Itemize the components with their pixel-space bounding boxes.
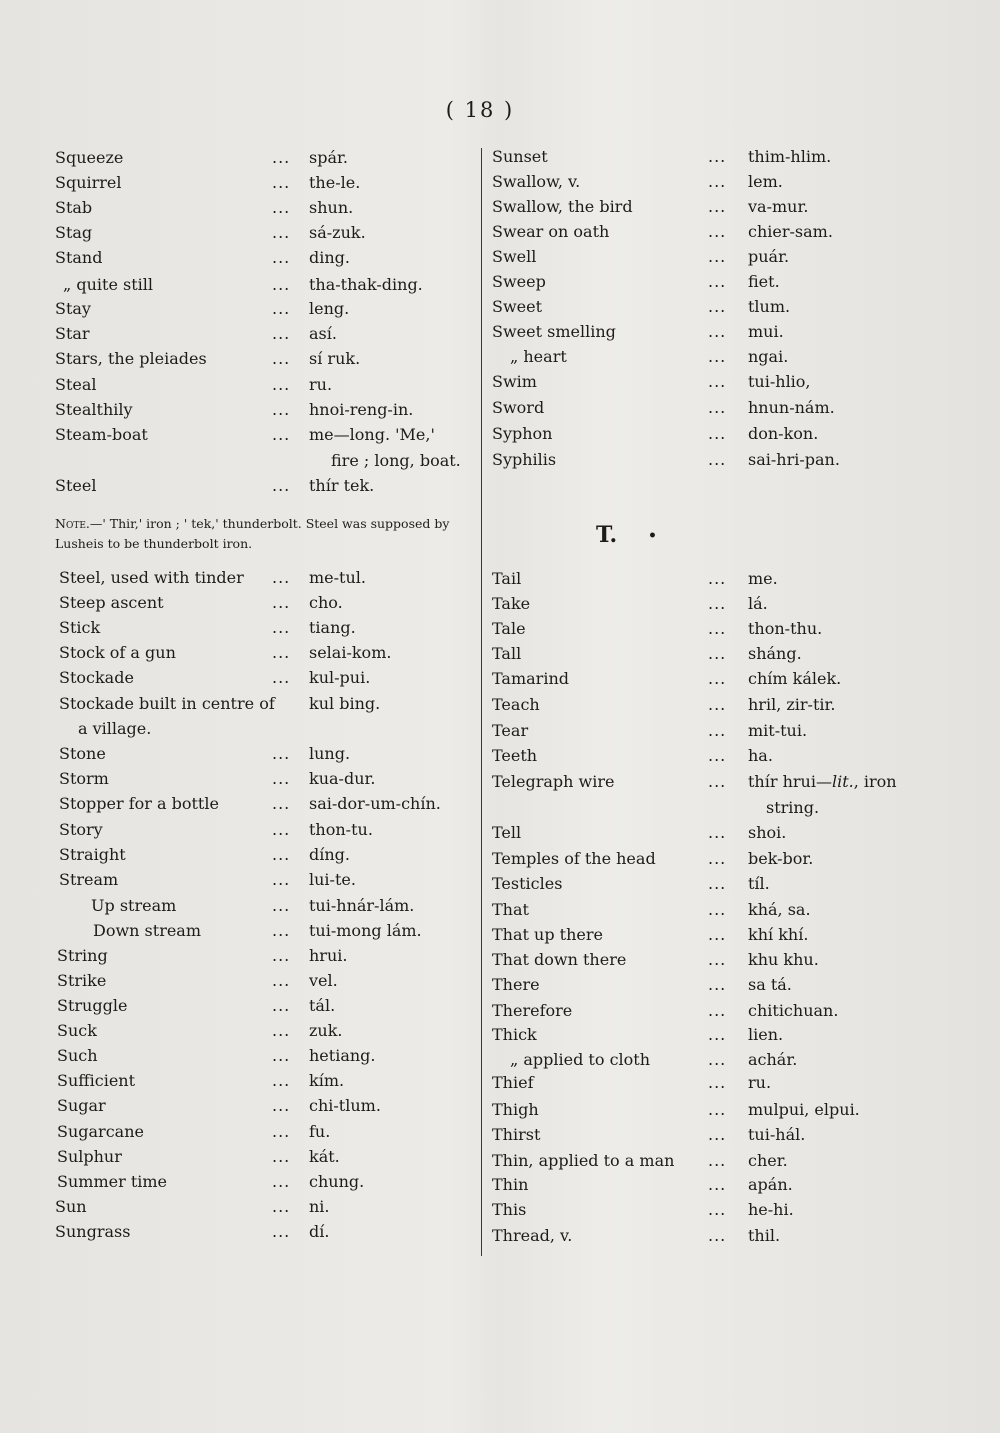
leader-dots: ... [272,769,291,788]
entry-translation: cher. [748,1151,788,1170]
entry-translation: khu khu. [748,950,819,969]
entry-word: Sugarcane [57,1122,144,1141]
entry-translation: don-kon. [748,424,819,443]
entry-word: Swallow, the bird [492,197,633,216]
entry-word: Temples of the head [492,849,656,868]
leader-dots: ... [272,1046,291,1065]
entry-word: Struggle [57,996,128,1015]
entry-translation-continued: string. [766,798,820,817]
entry-word: Down stream [93,921,202,940]
entry-word: Swell [492,247,537,266]
entry-translation: ni. [309,1197,330,1216]
entry-translation: achár. [748,1050,798,1069]
entry-translation: sí ruk. [309,349,361,368]
entry-word: Sweet smelling [492,322,616,341]
entry-word: Stream [59,870,119,889]
leader-dots: ... [272,349,291,368]
entry-word: Teeth [492,746,538,765]
translation-abbrev: lit. [831,772,854,791]
leader-dots: ... [272,744,291,763]
leader-dots: ... [708,746,727,765]
leader-dots: ... [272,324,291,343]
entry-translation: lem. [748,172,783,191]
leader-dots: ... [272,820,291,839]
entry-translation: spár. [309,148,348,167]
entry-translation: chi-tlum. [309,1096,381,1115]
entry-word: Steep ascent [59,593,164,612]
entry-word: „ applied to cloth [510,1050,651,1069]
entry-translation: khí khí. [748,925,809,944]
leader-dots: ... [272,476,291,495]
entry-translation: hetiang. [309,1046,376,1065]
entry-word: Stopper for a bottle [59,794,219,813]
entry-word: That [492,900,529,919]
entry-word: Story [59,820,103,839]
entry-translation: hnun-nám. [748,398,835,417]
entry-word: Teach [492,695,540,714]
leader-dots: ... [272,248,291,267]
entry-word: Swear on oath [492,222,610,241]
leader-dots: ... [272,1172,291,1191]
entry-translation: tíl. [748,874,770,893]
leader-dots: ... [708,450,727,469]
leader-dots: ... [272,1122,291,1141]
entry-translation: puár. [748,247,790,266]
leader-dots: ... [708,1025,727,1044]
leader-dots: ... [708,197,727,216]
entry-word: Tell [492,823,522,842]
entry-word: Steam-boat [55,425,148,444]
entry-translation: the-le. [309,173,361,192]
entry-translation: thon-tu. [309,820,373,839]
entry-translation: me—long. 'Me,' [309,425,435,444]
leader-dots: ... [708,322,727,341]
entry-translation: cho. [309,593,343,612]
leader-dots: ... [708,823,727,842]
leader-dots: ... [272,223,291,242]
entry-word: Tamarind [492,669,569,688]
leader-dots: ... [272,1096,291,1115]
entry-translation: tál. [309,996,336,1015]
entry-translation-continued: fire ; long, boat. [331,451,461,470]
entry-translation: chung. [309,1172,365,1191]
entry-translation: zuk. [309,1021,343,1040]
entry-translation: thon-thu. [748,619,823,638]
leader-dots: ... [272,173,291,192]
entry-word: Thirst [492,1125,541,1144]
entry-translation: selai-kom. [309,643,392,662]
entry-word-continued: a village. [78,719,152,738]
entry-word: Telegraph wire [492,772,615,791]
entry-translation: thír tek. [309,476,375,495]
entry-word: „ heart [510,347,567,366]
leader-dots: ... [708,1200,727,1219]
leader-dots: ... [272,275,291,294]
leader-dots: ... [272,1021,291,1040]
entry-translation: me. [748,569,778,588]
entry-translation: sai-dor-um-chín. [309,794,441,813]
entry-word: Tale [492,619,526,638]
entry-word: Stealthily [55,400,133,419]
entry-translation: tiang. [309,618,356,637]
leader-dots: ... [272,425,291,444]
entry-word: Stick [59,618,101,637]
entry-translation: hrui. [309,946,348,965]
entry-translation [748,769,897,794]
entry-word: Stab [55,198,93,217]
entry-word: Tall [492,644,522,663]
entry-word: Strike [57,971,107,990]
entry-word: Sugar [57,1096,106,1115]
entry-translation: kát. [309,1147,340,1166]
leader-dots: ... [708,772,727,791]
leader-dots: ... [708,1073,727,1092]
leader-dots: ... [272,996,291,1015]
entry-translation: ru. [748,1073,772,1092]
leader-dots: ... [272,896,291,915]
leader-dots: ... [708,1175,727,1194]
entry-translation: ha. [748,746,773,765]
entry-word: Straight [59,845,126,864]
entry-word: Thigh [492,1100,539,1119]
entry-translation: sháng. [748,644,802,663]
leader-dots: ... [708,950,727,969]
leader-dots: ... [708,222,727,241]
entry-word: Tear [492,721,529,740]
leader-dots: ... [708,849,727,868]
entry-translation: dí. [309,1222,330,1241]
note-text: —' Thir,' iron ; ' tek,' thunderbolt. Steel was supposed by Lusheis to be thunderbolt iron. [55,516,450,551]
entry-translation: fiet. [748,272,780,291]
entry-word: Testicles [492,874,563,893]
leader-dots: ... [708,721,727,740]
leader-dots: ... [708,1001,727,1020]
leader-dots: ... [708,1151,727,1170]
entry-word: Steal [55,375,97,394]
page-number: ( 18 ) [445,98,515,122]
leader-dots: ... [708,644,727,663]
entry-translation: tui-hnár-lám. [309,896,415,915]
leader-dots: ... [708,372,727,391]
entry-translation: shun. [309,198,354,217]
entry-word: Squeeze [55,148,124,167]
leader-dots: ... [708,424,727,443]
entry-word: Star [55,324,90,343]
leader-dots: ... [272,1222,291,1241]
leader-dots: ... [708,695,727,714]
entry-translation: chier-sam. [748,222,833,241]
leader-dots: ... [272,643,291,662]
entry-word: Up stream [91,896,177,915]
entry-word: This [492,1200,527,1219]
entry-word: Storm [59,769,109,788]
entry-word: That down there [492,950,627,969]
leader-dots: ... [272,1197,291,1216]
entry-translation: hril, zir-tir. [748,695,836,714]
entry-word: Stock of a gun [59,643,176,662]
entry-word: Such [57,1046,98,1065]
entry-translation: así. [309,324,337,343]
entry-word: Stay [55,299,91,318]
entry-translation: sai-hri-pan. [748,450,840,469]
entry-translation: va-mur. [748,197,809,216]
entry-translation: tha-thak-ding. [309,275,423,294]
leader-dots: ... [272,1071,291,1090]
entry-word: Thief [492,1073,534,1092]
entry-translation: ngai. [748,347,789,366]
leader-dots: ... [708,1226,727,1245]
leader-dots: ... [708,1050,727,1069]
entry-word: Therefore [492,1001,573,1020]
entry-translation: shoi. [748,823,787,842]
entry-word: Swallow, v. [492,172,581,191]
leader-dots: ... [272,921,291,940]
leader-dots: ... [272,400,291,419]
leader-dots: ... [272,870,291,889]
entry-word: Summer time [57,1172,167,1191]
translation-text: thír hrui— [748,772,832,791]
entry-word: Stockade built in centre of [59,694,275,713]
leader-dots: ... [272,946,291,965]
leader-dots: ... [708,398,727,417]
entry-word: „ quite still [63,275,154,294]
entry-word: Stag [55,223,93,242]
leader-dots: ... [272,568,291,587]
entry-word: Stockade [59,668,134,687]
column-divider [481,148,482,1256]
entry-word: Sunset [492,147,548,166]
entry-word: Swim [492,372,537,391]
entry-word: Sun [55,1197,87,1216]
entry-translation: lung. [309,744,351,763]
entry-translation: ding. [309,248,350,267]
entry-word: Stone [59,744,106,763]
section-heading: T. [596,522,618,548]
entry-word: Sulphur [57,1147,122,1166]
entry-translation: sa tá. [748,975,792,994]
entry-translation: lui-te. [309,870,356,889]
entry-translation: kul-pui. [309,668,371,687]
entry-translation: lien. [748,1025,784,1044]
leader-dots: ... [272,148,291,167]
entry-translation: tui-mong lám. [309,921,422,940]
entry-translation: leng. [309,299,350,318]
entry-word: Sword [492,398,545,417]
leader-dots: ... [708,619,727,638]
leader-dots: ... [708,594,727,613]
entry-word: Sufficient [57,1071,136,1090]
leader-dots: ... [708,172,727,191]
entry-word: Thread, v. [492,1226,573,1245]
entry-translation: he-hi. [748,1200,794,1219]
leader-dots: ... [272,794,291,813]
leader-dots: ... [708,297,727,316]
entry-word: Sweet [492,297,543,316]
entry-word: Thin [492,1175,529,1194]
leader-dots: ... [708,147,727,166]
entry-translation: vel. [309,971,338,990]
heading-mark: • [648,528,657,544]
note-label: Note. [55,516,90,531]
leader-dots: ... [708,874,727,893]
leader-dots: ... [708,925,727,944]
entry-translation: khá, sa. [748,900,811,919]
entry-word: Stars, the pleiades [55,349,207,368]
entry-translation: tlum. [748,297,791,316]
leader-dots: ... [708,1125,727,1144]
entry-translation: ru. [309,375,333,394]
entry-translation: thim-hlim. [748,147,832,166]
entry-translation: chím kálek. [748,669,842,688]
entry-word: Stand [55,248,103,267]
entry-translation: mui. [748,322,784,341]
leader-dots: ... [708,247,727,266]
leader-dots: ... [272,593,291,612]
leader-dots: ... [708,1100,727,1119]
entry-word: Thick [492,1025,537,1044]
leader-dots: ... [272,198,291,217]
entry-word: Steel, used with tinder [59,568,244,587]
entry-word: Sweep [492,272,546,291]
leader-dots: ... [272,618,291,637]
leader-dots: ... [272,668,291,687]
entry-word: Tail [492,569,522,588]
entry-translation: mulpui, elpui. [748,1100,860,1119]
entry-translation: tui-hlio, [748,372,811,391]
leader-dots: ... [708,569,727,588]
entry-word: Squirrel [55,173,122,192]
entry-word: Take [492,594,531,613]
entry-word: Thin, applied to a man [492,1151,675,1170]
entry-word: Suck [57,1021,97,1040]
entry-translation: hnoi-reng-in. [309,400,414,419]
leader-dots: ... [272,299,291,318]
leader-dots: ... [272,1147,291,1166]
entry-translation: fu. [309,1122,331,1141]
entry-translation: kím. [309,1071,345,1090]
entry-translation: kul bing. [309,694,381,713]
entry-translation: chitichuan. [748,1001,839,1020]
entry-translation: sá-zuk. [309,223,366,242]
leader-dots: ... [708,347,727,366]
entry-translation: me-tul. [309,568,366,587]
entry-word: Steel [55,476,97,495]
entry-translation: thil. [748,1226,781,1245]
entry-translation: lá. [748,594,768,613]
leader-dots: ... [272,845,291,864]
entry-word: Syphon [492,424,553,443]
entry-word: Sungrass [55,1222,131,1241]
leader-dots: ... [708,669,727,688]
entry-word: There [492,975,540,994]
translation-text-after: , iron [853,772,897,791]
entry-translation: kua-dur. [309,769,376,788]
entry-translation: tui-hál. [748,1125,806,1144]
leader-dots: ... [272,971,291,990]
entry-word: Syphilis [492,450,557,469]
entry-translation: apán. [748,1175,793,1194]
leader-dots: ... [708,900,727,919]
entry-word: That up there [492,925,603,944]
entry-word: String [57,946,108,965]
entry-translation: bek-bor. [748,849,814,868]
entry-translation: mit-tui. [748,721,808,740]
leader-dots: ... [708,975,727,994]
entry-translation: díng. [309,845,350,864]
footnote [55,514,475,554]
leader-dots: ... [708,272,727,291]
leader-dots: ... [272,375,291,394]
